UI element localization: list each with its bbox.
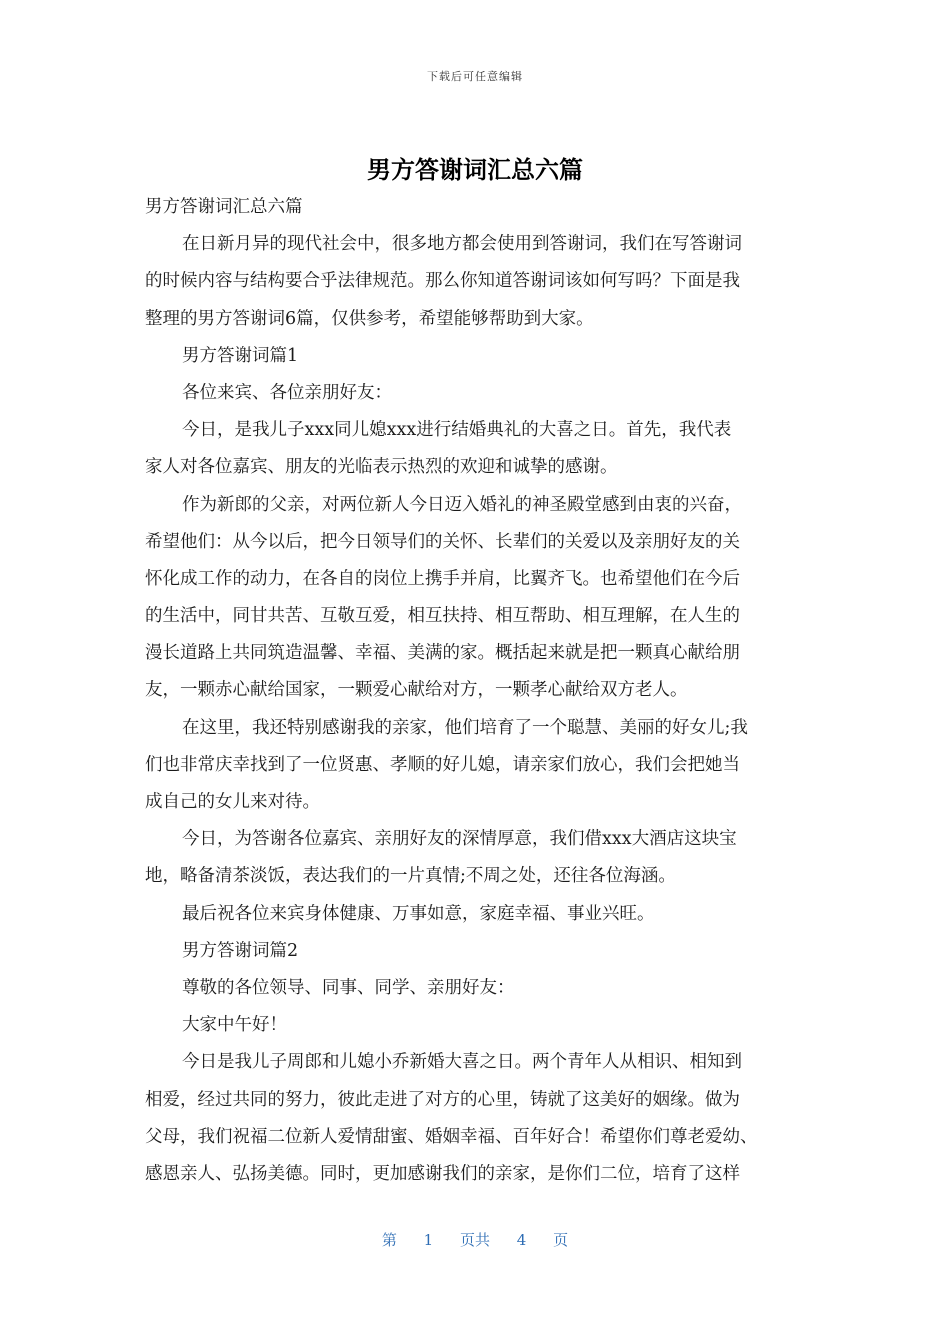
paragraph-line: 整理的男方答谢词6篇，仅供参考，希望能够帮助到大家。 bbox=[145, 308, 594, 329]
paragraph-line: 在这里，我还特别感谢我的亲家，他们培育了一个聪慧、美丽的好女儿;我 bbox=[182, 717, 748, 738]
paragraph-line: 相爱，经过共同的努力，彼此走进了对方的心里，铸就了这美好的姻缘。做为 bbox=[145, 1089, 740, 1110]
paragraph-line: 友，一颗赤心献给国家，一颗爱心献给对方，一颗孝心献给双方老人。 bbox=[145, 680, 688, 701]
paragraph-line: 作为新郎的父亲，对两位新人今日迈入婚礼的神圣殿堂感到由衷的兴奋， bbox=[182, 494, 742, 515]
section-heading: 男方答谢词篇2 bbox=[182, 940, 299, 961]
paragraph-line: 感恩亲人、弘扬美德。同时，更加感谢我们的亲家，是你们二位，培育了这样 bbox=[145, 1163, 740, 1184]
header-note: 下载后可任意编辑 bbox=[427, 70, 523, 83]
paragraph-line: 们也非常庆幸找到了一位贤惠、孝顺的好儿媳，请亲家们放心，我们会把她当 bbox=[145, 754, 740, 775]
footer-page-number: 1 bbox=[423, 1231, 434, 1249]
section-heading: 男方答谢词篇1 bbox=[182, 345, 299, 366]
paragraph-line: 尊敬的各位领导、同事、同学、亲朋好友： bbox=[182, 977, 515, 998]
paragraph-line: 男方答谢词汇总六篇 bbox=[145, 197, 303, 217]
document-body bbox=[145, 189, 805, 1193]
paragraph-line: 的时候内容与结构要合乎法律规范。那么你知道答谢词该如何写吗？下面是我 bbox=[145, 271, 740, 292]
paragraph-line: 地，略备清茶淡饭，表达我们的一片真情;不周之处，还往各位海涵。 bbox=[145, 866, 676, 887]
document-title: 男方答谢词汇总六篇 bbox=[367, 156, 583, 184]
paragraph-line: 成自己的女儿来对待。 bbox=[145, 792, 320, 812]
paragraph-line: 希望他们：从今以后，把今日领导们的关怀、长辈们的关爱以及亲朋好友的关 bbox=[145, 531, 740, 552]
paragraph-line: 今日，是我儿子xxx同儿媳xxx进行结婚典礼的大喜之日。首先，我代表 bbox=[182, 420, 732, 441]
paragraph-line: 大家中午好！ bbox=[182, 1015, 287, 1036]
paragraph-line: 今日是我儿子周郎和儿媳小乔新婚大喜之日。两个青年人从相识、相知到 bbox=[182, 1052, 742, 1073]
paragraph-line: 家人对各位嘉宾、朋友的光临表示热烈的欢迎和诚挚的感谢。 bbox=[145, 457, 618, 478]
page-footer bbox=[0, 1229, 950, 1250]
paragraph-line: 在日新月异的现代社会中，很多地方都会使用到答谢词，我们在写答谢词 bbox=[182, 234, 742, 255]
footer-middle: 页共 bbox=[459, 1231, 490, 1249]
paragraph-line: 各位来宾、各位亲朋好友： bbox=[182, 382, 392, 403]
footer-suffix: 页 bbox=[553, 1231, 569, 1249]
paragraph-line: 的生活中，同甘共苦、互敬互爱，相互扶持、相互帮助、相互理解，在人生的 bbox=[145, 606, 740, 627]
footer-total-pages: 4 bbox=[516, 1231, 527, 1249]
footer-prefix: 第 bbox=[381, 1231, 397, 1249]
paragraph-line: 父母，我们祝福二位新人爱情甜蜜、婚姻幸福、百年好合！希望你们尊老爱幼、 bbox=[145, 1126, 758, 1147]
paragraph-line: 最后祝各位来宾身体健康、万事如意，家庭幸福、事业兴旺。 bbox=[182, 903, 655, 924]
paragraph-line: 漫长道路上共同筑造温馨、幸福、美满的家。概括起来就是把一颗真心献给朋 bbox=[145, 643, 740, 664]
paragraph-line: 今日，为答谢各位嘉宾、亲朋好友的深情厚意，我们借xxx大酒店这块宝 bbox=[182, 829, 737, 850]
paragraph-line: 怀化成工作的动力，在各自的岗位上携手并肩，比翼齐飞。也希望他们在今后 bbox=[145, 568, 740, 589]
